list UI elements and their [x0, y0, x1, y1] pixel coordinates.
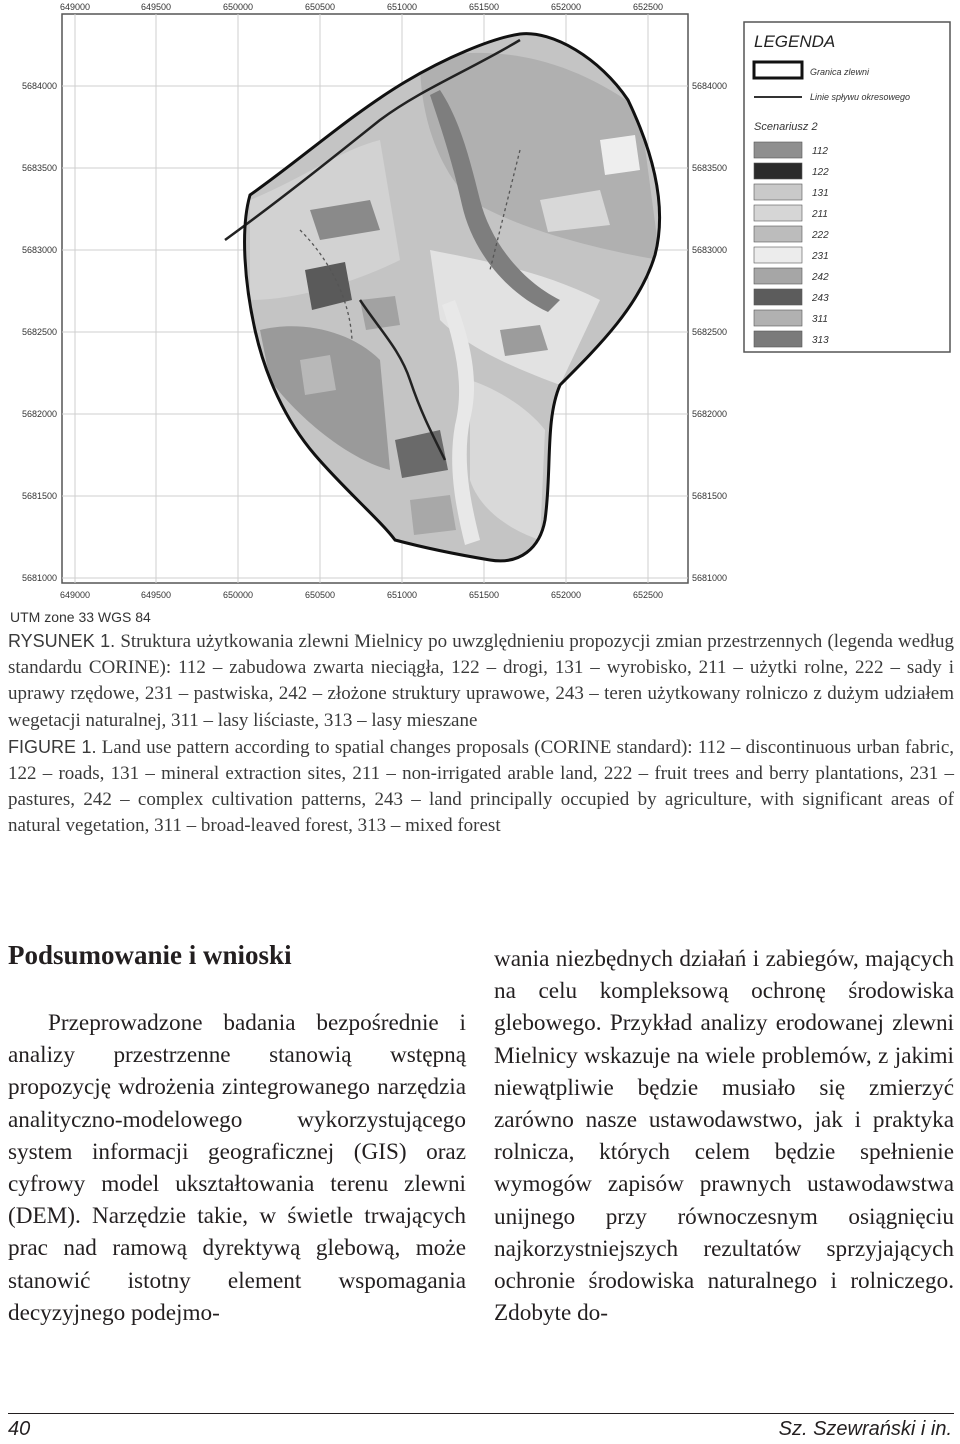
land-use-map-figure	[0, 0, 960, 630]
legend-swatch-313	[754, 331, 802, 347]
land-use-map	[0, 0, 960, 612]
y-tick-left: 5684000	[21, 81, 57, 91]
caption-pl-text: Struktura użytkowania zlewni Mielnicy po uwzględnieniu propozycji zmian przestrzennych (legenda według standardu CORINE): 112 – zabudowa zwarta nieciągła, 122 – drogi, 131 – wyrobisko, 211 – użytki rolne, 222 – sady i uprawy rzędowe, 231 – pastwiska, 242 – złożone struktury uprawowe, 243 – teren użytkowany rolniczo z dużym udziałem wegetacji naturalnej, 311 – lasy liściaste, 313 – lasy mieszane	[8, 631, 954, 731]
x-tick-top: 649000	[59, 2, 91, 12]
x-tick-bottom: 650000	[222, 590, 254, 600]
y-tick-left: 5681500	[21, 491, 57, 501]
legend-code-131: 131	[812, 188, 829, 199]
x-tick-top: 649500	[140, 2, 172, 12]
y-tick-left: 5683000	[21, 245, 57, 255]
y-tick-right: 5681500	[692, 491, 728, 501]
legend-code-222: 222	[812, 230, 829, 241]
y-tick-left: 5682000	[21, 409, 57, 419]
legend-code-243: 243	[812, 293, 829, 304]
caption-pl-label: RYSUNEK 1.	[8, 631, 116, 651]
projection-label: UTM zone 33 WGS 84	[10, 609, 151, 625]
x-tick-bottom: 649500	[140, 590, 172, 600]
x-tick-bottom: 651000	[386, 590, 418, 600]
x-tick-top: 651000	[386, 2, 418, 12]
legend-code-313: 313	[812, 335, 829, 346]
y-tick-right: 5682500	[692, 327, 728, 337]
legend-swatch-131	[754, 184, 802, 200]
running-author: Sz. Szewrański i in.	[778, 1418, 952, 1440]
y-tick-left: 5682500	[21, 327, 57, 337]
caption-en-text: Land use pattern according to spatial changes proposals (CORINE standard): 112 – discontinuous urban fabric, 122 – roads, 131 – mineral extraction sites, 211 – non-irrigated arable land, 222 – fruit trees and berry plantations, 231 – pastures, 242 – complex cultivation patterns, 243 – land principally occupied by agriculture, with significant areas of natural vegetation, 311 – broad-leaved forest, 313 – mixed forest	[8, 736, 955, 837]
legend-swatch-311	[754, 310, 802, 326]
x-tick-top: 651500	[468, 2, 500, 12]
legend-code-242: 242	[812, 272, 829, 283]
boundary-swatch	[754, 62, 802, 78]
y-tick-right: 5683500	[692, 163, 728, 173]
page-number: 40	[8, 1418, 31, 1440]
y-tick-right: 5683000	[692, 245, 728, 255]
legend-boundary-label: Granica zlewni	[810, 67, 870, 77]
legend-swatch-243	[754, 289, 802, 305]
legend-swatch-112	[754, 142, 802, 158]
x-tick-bottom: 649000	[59, 590, 91, 600]
body-column-right: wania niezbędnych działań i zabiegów, mających na celu kompleksową ochronę środowiska glebowego. Przykład analizy erodowanej zlewni Mielnicy wskazuje na wiele problemów, z jakimi niewątpliwie będzie musiało się zmierzyć zarówno nasze ustawodawstwo, jak i praktyka rolnicza, których celem będzie spełnienie wymogów zapisów prawnych ustawodawstwa unijnego przy równoczesnym osiągnięciu najkorzystniejszych rezultatów sprzyjających ochronie środowiska naturalnego i rolniczego. Zdobyte do-	[494, 946, 954, 1327]
y-tick-left: 5681000	[21, 573, 57, 583]
legend-swatch-242	[754, 268, 802, 284]
y-tick-right: 5682000	[692, 409, 728, 419]
caption-polish	[8, 628, 954, 734]
legend-swatch-122	[754, 163, 802, 179]
map-legend	[744, 22, 950, 352]
legend-code-231: 231	[812, 251, 829, 262]
caption-english	[8, 734, 954, 840]
x-tick-top: 650000	[222, 2, 254, 12]
x-tick-top: 652000	[550, 2, 582, 12]
x-tick-bottom: 650500	[304, 590, 336, 600]
legend-code-112: 112	[812, 146, 828, 157]
x-tick-top: 652500	[632, 2, 664, 12]
legend-code-311: 311	[812, 314, 828, 325]
body-column-left: Przeprowadzone badania bezpośrednie i analizy przestrzenne stanowią wstępną propozycję wdrożenia zintegrowanego narzędzia analityczno-modelowego wykorzystującego system informacji geograficznej (GIS) oraz cyfrowy model ukształtowania terenu zlewni (DEM). Narzędzie takie, w świetle trwających prac nad ramową dyrektywą glebową, może stanowić istotny element wspomagania decyzyjnego podejmo-	[8, 1010, 466, 1326]
legend-swatch-222	[754, 226, 802, 242]
legend-scenario-label: Scenariusz 2	[754, 121, 818, 133]
section-heading: Podsumowanie i wnioski	[8, 940, 292, 970]
legend-streams-label: Linie spływu okresowego	[810, 92, 911, 102]
legend-code-122: 122	[812, 167, 829, 178]
footer-rule	[8, 1413, 954, 1414]
y-tick-right: 5684000	[692, 81, 728, 91]
y-tick-left: 5683500	[21, 163, 57, 173]
legend-swatch-231	[754, 247, 802, 263]
legend-code-211: 211	[812, 209, 828, 220]
x-tick-top: 650500	[304, 2, 336, 12]
x-tick-bottom: 651500	[468, 590, 500, 600]
legend-swatch-211	[754, 205, 802, 221]
y-tick-right: 5681000	[692, 573, 728, 583]
caption-en-label: FIGURE 1.	[8, 736, 97, 757]
x-tick-bottom: 652500	[632, 590, 664, 600]
figure-caption	[8, 628, 954, 840]
legend-title: LEGENDA	[754, 32, 836, 51]
x-tick-bottom: 652000	[550, 590, 582, 600]
